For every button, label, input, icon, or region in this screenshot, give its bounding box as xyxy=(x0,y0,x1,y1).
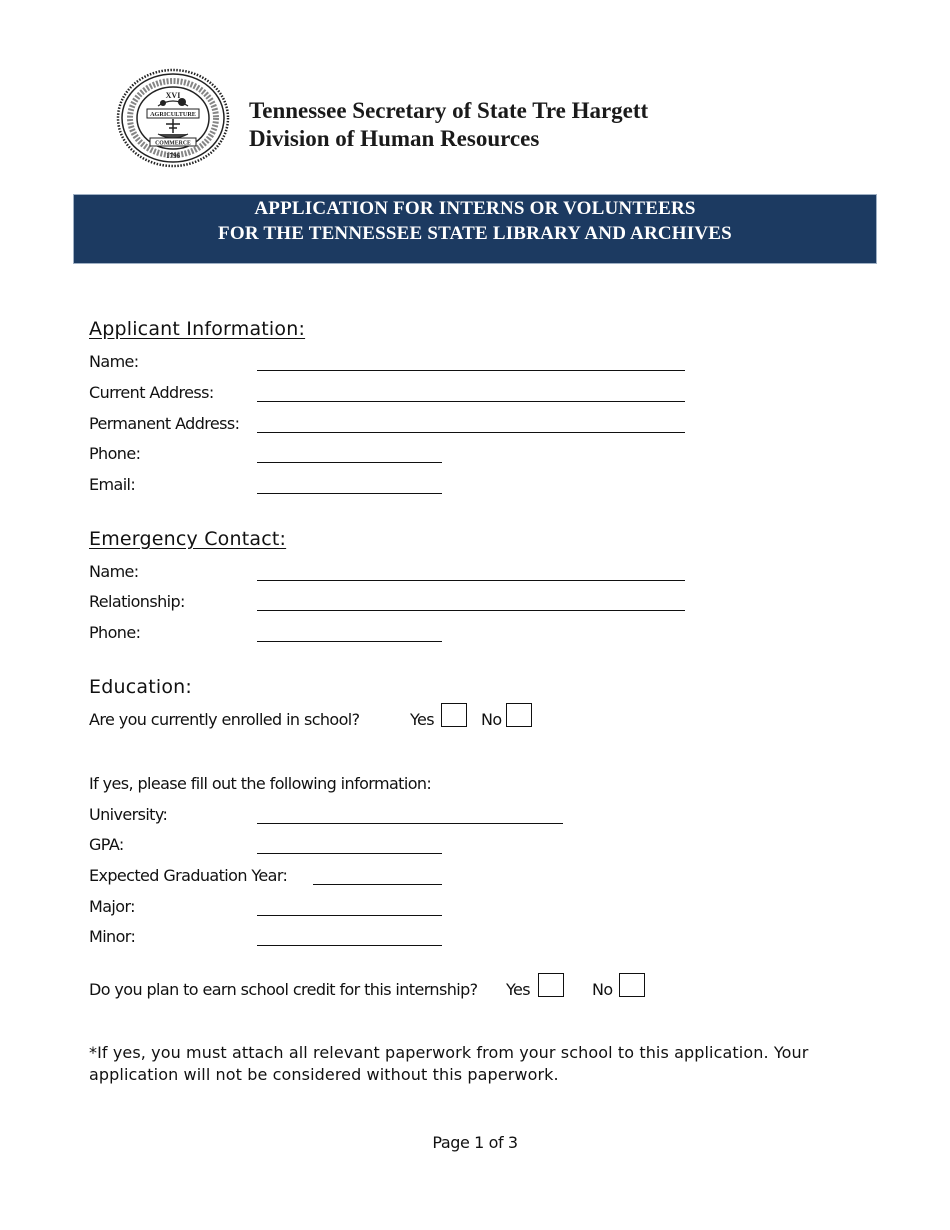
applicant-phone-label: Phone: xyxy=(89,444,141,463)
svg-text:COMMERCE: COMMERCE xyxy=(155,140,191,147)
enrolled-no-checkbox[interactable] xyxy=(506,703,532,727)
minor-field[interactable] xyxy=(257,945,442,946)
enrolled-yes-label: Yes xyxy=(410,710,435,729)
credit-yes-label: Yes xyxy=(506,980,531,999)
emergency-name-label: Name: xyxy=(89,562,139,581)
university-field[interactable] xyxy=(257,823,563,824)
permanent-address-field[interactable] xyxy=(257,432,685,433)
if-yes-instruction: If yes, please fill out the following information: xyxy=(89,774,432,793)
form-title-line-2: FOR THE TENNESSEE STATE LIBRARY AND ARCHIVES xyxy=(218,223,732,244)
emergency-name-field[interactable] xyxy=(257,580,685,581)
form-title-line-1: APPLICATION FOR INTERNS OR VOLUNTEERS xyxy=(254,198,696,219)
credit-no-checkbox[interactable] xyxy=(619,973,645,997)
emergency-phone-label: Phone: xyxy=(89,623,141,642)
applicant-phone-field[interactable] xyxy=(257,462,442,463)
gpa-field[interactable] xyxy=(257,853,442,854)
relationship-field[interactable] xyxy=(257,610,685,611)
school-credit-question: Do you plan to earn school credit for this internship? xyxy=(89,980,478,999)
emergency-phone-field[interactable] xyxy=(257,641,442,642)
applicant-info-heading: Applicant Information: xyxy=(89,318,306,340)
education-heading: Education: xyxy=(89,676,192,698)
applicant-email-field[interactable] xyxy=(257,493,442,494)
organization-name xyxy=(249,97,648,153)
relationship-label: Relationship: xyxy=(89,592,185,611)
applicant-name-label: Name: xyxy=(89,352,139,371)
applicant-name-field[interactable] xyxy=(257,370,685,371)
major-field[interactable] xyxy=(257,915,442,916)
current-address-field[interactable] xyxy=(257,401,685,402)
page-number: Page 1 of 3 xyxy=(432,1133,518,1152)
form-title-banner xyxy=(73,194,877,264)
permanent-address-label: Permanent Address: xyxy=(89,414,240,433)
svg-text:1796: 1796 xyxy=(166,152,180,160)
gpa-label: GPA: xyxy=(89,835,124,854)
credit-no-label: No xyxy=(592,980,613,999)
enrolled-no-label: No xyxy=(481,710,502,729)
graduation-year-label: Expected Graduation Year: xyxy=(89,866,288,885)
current-address-label: Current Address: xyxy=(89,383,214,402)
emergency-contact-heading: Emergency Contact: xyxy=(89,528,287,550)
enrolled-question: Are you currently enrolled in school? xyxy=(89,710,360,729)
svg-text:XVI: XVI xyxy=(165,91,181,100)
applicant-email-label: Email: xyxy=(89,475,136,494)
university-label: University: xyxy=(89,805,168,824)
org-line-2: Division of Human Resources xyxy=(249,126,540,151)
enrolled-yes-checkbox[interactable] xyxy=(441,703,467,727)
minor-label: Minor: xyxy=(89,927,136,946)
svg-text:AGRICULTURE: AGRICULTURE xyxy=(150,111,196,118)
credit-yes-checkbox[interactable] xyxy=(538,973,564,997)
major-label: Major: xyxy=(89,897,135,916)
state-seal-logo xyxy=(116,68,230,168)
paperwork-note: *If yes, you must attach all relevant paperwork from your school to this application. Your application will not be considered without this paperwork. xyxy=(89,1043,809,1084)
org-line-1: Tennessee Secretary of State Tre Hargett xyxy=(249,98,649,123)
graduation-year-field[interactable] xyxy=(313,884,442,885)
